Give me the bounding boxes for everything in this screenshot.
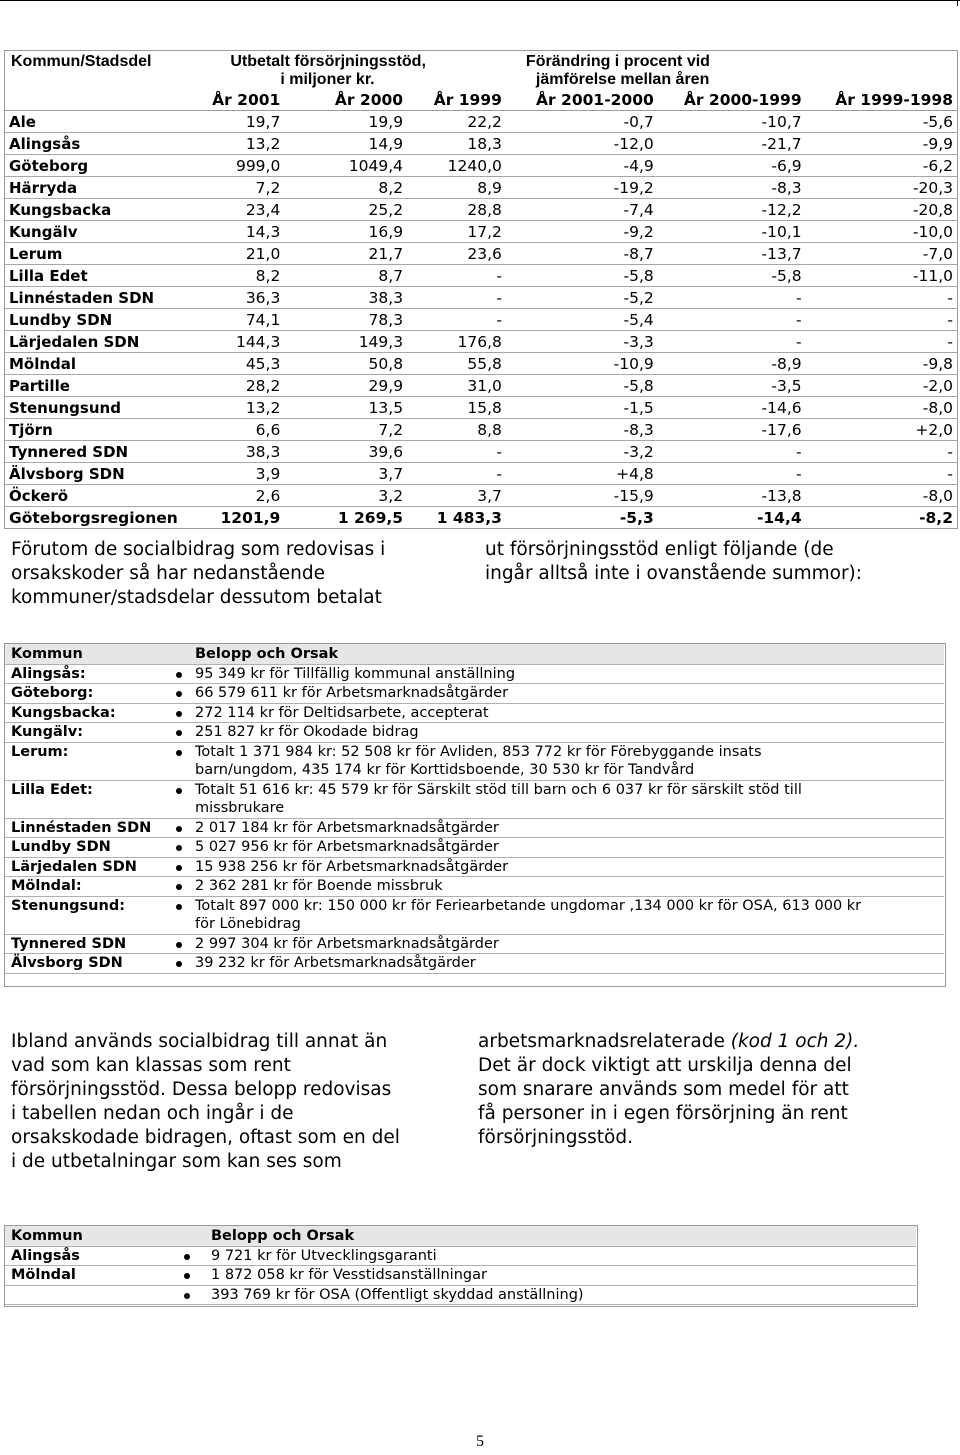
reason-table-2-header — [5, 1226, 916, 1246]
bullet-icon — [165, 818, 193, 838]
row-value: 2,6 — [208, 485, 284, 507]
row-value: -5,8 — [506, 265, 658, 287]
row-value: -5,6 — [806, 111, 958, 133]
reason-text-line: 15 938 256 kr för Arbetsmarknadsåtgärder — [195, 858, 509, 875]
row-value: 13,2 — [208, 397, 284, 419]
text-line: kommuner/stadsdelar dessutom betalat — [11, 587, 382, 608]
reason-row — [5, 723, 944, 743]
row-name: Älvsborg SDN — [5, 463, 209, 485]
reason-row — [5, 1285, 916, 1305]
bullet-icon — [165, 664, 193, 684]
reason-text-line: 95 349 kr för Tillfällig kommunal anställning — [195, 665, 516, 682]
row-name: Ale — [5, 111, 209, 133]
row-value: - — [658, 463, 806, 485]
table-row — [5, 199, 958, 221]
reason1-header-kommun: Kommun — [11, 646, 83, 662]
reason-table-1-header — [5, 644, 944, 664]
row-value: -8,0 — [806, 485, 958, 507]
row-value: -9,2 — [506, 221, 658, 243]
row-value: -21,7 — [658, 133, 806, 155]
reason-belopp: 9 721 kr för Utvecklingsgaranti — [211, 1247, 437, 1264]
row-value: -15,9 — [506, 485, 658, 507]
table-header-years — [5, 89, 958, 111]
row-value: 999,0 — [208, 155, 284, 177]
reason-text-line: 2 017 184 kr för Arbetsmarknadsåtgärder — [195, 819, 499, 836]
bullet-icon — [165, 934, 193, 954]
reason-belopp — [193, 780, 944, 818]
row-value: 8,9 — [407, 177, 506, 199]
text-line: vad som kan klassas som rent — [11, 1055, 291, 1076]
row-value: -19,2 — [506, 177, 658, 199]
row-value: -12,2 — [658, 199, 806, 221]
reason-text-line: Totalt 51 616 kr: 45 579 kr för Särskilt stöd till barn och 6 037 kr för särskilt stöd till — [195, 781, 802, 798]
text-line: orsakskoder så har nedanstående — [11, 563, 326, 584]
table-row — [5, 375, 958, 397]
text-line: försörjningsstöd. Dessa belopp redovisas — [11, 1079, 392, 1100]
reason-kommun: Stenungsund: — [11, 897, 126, 914]
row-name: Alingsås — [5, 133, 209, 155]
row-value: -7,4 — [506, 199, 658, 221]
total-value: 1 269,5 — [284, 507, 407, 529]
row-value: 38,3 — [208, 441, 284, 463]
bullet-icon — [165, 703, 193, 723]
total-value: 1201,9 — [208, 507, 284, 529]
text-line: ingår alltså inte i ovanstående summor): — [485, 563, 863, 584]
row-value: - — [806, 331, 958, 353]
bullet-icon — [165, 684, 193, 704]
row-value: 13,5 — [284, 397, 407, 419]
row-value: 7,2 — [208, 177, 284, 199]
row-value: -6,2 — [806, 155, 958, 177]
reason-kommun: Kungsbacka: — [11, 704, 116, 721]
header-utbetalt-line2: i miljoner kr. — [280, 71, 375, 88]
header-kommun: Kommun/Stadsdel — [11, 53, 152, 70]
reason-text-line: barn/ungdom, 435 174 kr för Korttidsboende, 30 530 kr för Tandvård — [195, 762, 695, 778]
reason-belopp — [193, 857, 944, 877]
reason-belopp: 393 769 kr för OSA (Offentligt skyddad anställning) — [211, 1286, 584, 1303]
row-name: Tjörn — [5, 419, 209, 441]
reason-row — [5, 838, 944, 858]
row-value: 55,8 — [407, 353, 506, 375]
text-italic-code: (kod 1 och 2). — [730, 1031, 860, 1052]
change-2000-1999: År 2000-1999 — [658, 89, 806, 111]
text-line: Förutom de socialbidrag som redovisas i — [11, 539, 386, 560]
reason-text-line: missbrukare — [195, 800, 285, 816]
row-value: +4,8 — [506, 463, 658, 485]
row-value: - — [658, 441, 806, 463]
row-value: 8,7 — [284, 265, 407, 287]
reason2-header-kommun: Kommun — [11, 1228, 83, 1244]
reason-row — [5, 1246, 916, 1266]
row-value: -0,7 — [506, 111, 658, 133]
text-line: Ibland används socialbidrag till annat än — [11, 1031, 388, 1052]
row-value: 21,7 — [284, 243, 407, 265]
reason-kommun: Lilla Edet: — [11, 781, 93, 798]
text-line: Det är dock viktigt att urskilja denna del — [478, 1055, 852, 1076]
row-name: Linnéstaden SDN — [5, 287, 209, 309]
reason-kommun: Tynnered SDN — [11, 935, 127, 952]
reason-text-line: för Lönebidrag — [195, 916, 301, 932]
reason-kommun: Linnéstaden SDN — [11, 819, 152, 836]
reason-row — [5, 664, 944, 684]
bullet-icon — [165, 780, 193, 818]
table-row — [5, 287, 958, 309]
row-value: - — [806, 287, 958, 309]
row-value: -13,8 — [658, 485, 806, 507]
row-value: -3,5 — [658, 375, 806, 397]
bullet-icon — [165, 1246, 209, 1266]
reason-text-line: 5 027 956 kr för Arbetsmarknadsåtgärder — [195, 839, 499, 855]
table-row — [5, 265, 958, 287]
row-value: 28,8 — [407, 199, 506, 221]
reason-row — [5, 934, 944, 954]
row-value: 31,0 — [407, 375, 506, 397]
row-value: 19,9 — [284, 111, 407, 133]
row-value: 29,9 — [284, 375, 407, 397]
total-value: -14,4 — [658, 507, 806, 529]
total-name: Göteborgsregionen — [5, 507, 209, 529]
table-row — [5, 397, 958, 419]
row-value: 18,3 — [407, 133, 506, 155]
row-value: 36,3 — [208, 287, 284, 309]
bullet-icon — [165, 1285, 209, 1305]
reason-belopp — [193, 664, 944, 684]
header-utbetalt-line1: Utbetalt försörjningsstöd, — [230, 53, 426, 70]
row-value: 149,3 — [284, 331, 407, 353]
page-number: 5 — [476, 1433, 484, 1450]
row-value: -10,9 — [506, 353, 658, 375]
text-line: få personer in i egen försörjning än rent — [478, 1103, 848, 1124]
reason-belopp — [193, 877, 944, 897]
row-name: Partille — [5, 375, 209, 397]
row-value: -5,8 — [506, 375, 658, 397]
bullet-icon — [165, 877, 193, 897]
reason-belopp — [193, 896, 944, 934]
row-value: 3,2 — [284, 485, 407, 507]
reason-kommun: Mölndal — [11, 1267, 76, 1283]
header-forandring — [506, 51, 958, 90]
row-value: -14,6 — [658, 397, 806, 419]
reason-belopp — [193, 723, 944, 743]
row-value: 8,2 — [208, 265, 284, 287]
intro-paragraph-left — [11, 538, 451, 610]
row-value: -17,6 — [658, 419, 806, 441]
row-value: - — [658, 309, 806, 331]
year-1999: År 1999 — [407, 89, 506, 111]
row-name: Göteborg — [5, 155, 209, 177]
row-value: -7,0 — [806, 243, 958, 265]
reason-text-line: Totalt 897 000 kr: 150 000 kr för Feriearbetande ungdomar ,134 000 kr för OSA, 613 000 kr — [195, 897, 862, 914]
row-name: Mölndal — [5, 353, 209, 375]
bullet-icon — [165, 1266, 209, 1286]
page-corner-tick — [957, 0, 958, 6]
reason-kommun: Lärjedalen SDN — [11, 858, 137, 875]
table-row — [5, 177, 958, 199]
change-1999-1998: År 1999-1998 — [806, 89, 958, 111]
table-row — [5, 331, 958, 353]
reason-kommun: Lerum: — [11, 743, 69, 760]
row-value: 21,0 — [208, 243, 284, 265]
row-value: -6,9 — [658, 155, 806, 177]
row-value: 38,3 — [284, 287, 407, 309]
row-value: -20,8 — [806, 199, 958, 221]
bullet-icon — [165, 723, 193, 743]
reason-row — [5, 877, 944, 897]
row-value: 25,2 — [284, 199, 407, 221]
row-name: Öckerö — [5, 485, 209, 507]
row-name: Lärjedalen SDN — [5, 331, 209, 353]
text-line: orsakskodade bidragen, oftast som en del — [11, 1127, 400, 1148]
row-value: 3,7 — [284, 463, 407, 485]
row-value: 3,7 — [407, 485, 506, 507]
year-2001: År 2001 — [208, 89, 284, 111]
total-value: -5,3 — [506, 507, 658, 529]
table-row — [5, 309, 958, 331]
text-line: i de utbetalningar som kan ses som — [11, 1151, 342, 1172]
row-name: Tynnered SDN — [5, 441, 209, 463]
table-row — [5, 485, 958, 507]
reason-row — [5, 780, 944, 818]
row-value: 176,8 — [407, 331, 506, 353]
second-paragraph-left — [11, 1030, 461, 1174]
row-value: -3,2 — [506, 441, 658, 463]
bullet-icon — [165, 838, 193, 858]
reason-kommun: Alingsås — [11, 1247, 80, 1264]
row-value: 1240,0 — [407, 155, 506, 177]
reason-table-2 — [5, 1226, 916, 1305]
row-value: 13,2 — [208, 133, 284, 155]
row-value: 1049,4 — [284, 155, 407, 177]
row-value: - — [806, 463, 958, 485]
table-row — [5, 221, 958, 243]
text-line: som snarare används som medel för att — [478, 1079, 849, 1100]
table-row — [5, 155, 958, 177]
reason-belopp — [193, 838, 944, 858]
row-value: 45,3 — [208, 353, 284, 375]
text-line: försörjningsstöd. — [478, 1127, 633, 1148]
table-row — [5, 353, 958, 375]
row-value: 17,2 — [407, 221, 506, 243]
reason-text-line: Totalt 1 371 984 kr: 52 508 kr för Avliden, 853 772 kr för Förebyggande insats — [195, 743, 762, 760]
row-value: 19,7 — [208, 111, 284, 133]
row-value: 8,2 — [284, 177, 407, 199]
row-value: -2,0 — [806, 375, 958, 397]
row-value: - — [407, 309, 506, 331]
row-value: -9,9 — [806, 133, 958, 155]
row-value: -8,3 — [506, 419, 658, 441]
row-value: -8,0 — [806, 397, 958, 419]
reason-text-line: 272 114 kr för Deltidsarbete, accepterat — [195, 704, 489, 721]
reason-text-line: 66 579 611 kr för Arbetsmarknadsåtgärder — [195, 685, 509, 701]
bullet-icon — [165, 857, 193, 877]
row-value: -10,7 — [658, 111, 806, 133]
row-value: -5,8 — [658, 265, 806, 287]
row-value: -1,5 — [506, 397, 658, 419]
bullet-icon — [165, 896, 193, 934]
row-value: -4,9 — [506, 155, 658, 177]
row-value: 23,4 — [208, 199, 284, 221]
row-value: - — [806, 309, 958, 331]
row-value: 22,2 — [407, 111, 506, 133]
row-value: 144,3 — [208, 331, 284, 353]
row-value: -3,3 — [506, 331, 658, 353]
table-row — [5, 111, 958, 133]
reason-belopp — [193, 934, 944, 954]
row-value: +2,0 — [806, 419, 958, 441]
row-value: -5,2 — [506, 287, 658, 309]
row-value: - — [407, 463, 506, 485]
reason-belopp — [193, 742, 944, 780]
row-name: Lilla Edet — [5, 265, 209, 287]
reason-text-line: 251 827 kr för Okodade bidrag — [195, 724, 419, 740]
reason-belopp: 1 872 058 kr för Vesstidsanställningar — [211, 1267, 487, 1283]
table-row — [5, 463, 958, 485]
reason-row — [5, 818, 944, 838]
row-value: 14,9 — [284, 133, 407, 155]
reason-row — [5, 896, 944, 934]
row-value: 50,8 — [284, 353, 407, 375]
row-value: 7,2 — [284, 419, 407, 441]
header-utbetalt — [208, 51, 506, 90]
table-row — [5, 133, 958, 155]
row-value: -11,0 — [806, 265, 958, 287]
row-value: -8,9 — [658, 353, 806, 375]
row-value: -5,4 — [506, 309, 658, 331]
social-assistance-table — [4, 50, 958, 529]
row-value: 39,6 — [284, 441, 407, 463]
second-paragraph-right — [478, 1030, 948, 1150]
header-forandring-line2: jämförelse mellan åren — [535, 71, 710, 88]
row-value: -20,3 — [806, 177, 958, 199]
row-name: Lundby SDN — [5, 309, 209, 331]
row-name: Lerum — [5, 243, 209, 265]
reason-kommun: Älvsborg SDN — [11, 955, 123, 971]
row-value: 6,6 — [208, 419, 284, 441]
bullet-icon — [165, 954, 193, 974]
page-top-rule — [0, 0, 960, 7]
reason-belopp — [193, 684, 944, 704]
reason-kommun: Göteborg: — [11, 685, 94, 701]
reason-table-1 — [5, 644, 944, 974]
table-header-row-1 — [5, 51, 958, 90]
reason-text-line: 2 362 281 kr för Boende missbruk — [195, 878, 443, 894]
reason-kommun: Lundby SDN — [11, 839, 111, 855]
row-name: Kungälv — [5, 221, 209, 243]
row-value: 14,3 — [208, 221, 284, 243]
row-value: 28,2 — [208, 375, 284, 397]
reason-belopp — [193, 818, 944, 838]
row-value: - — [407, 287, 506, 309]
row-value: 78,3 — [284, 309, 407, 331]
row-value: - — [407, 265, 506, 287]
row-name: Stenungsund — [5, 397, 209, 419]
reason-kommun: Kungälv: — [11, 724, 84, 740]
table-row — [5, 419, 958, 441]
reason-belopp — [193, 703, 944, 723]
text-plain: arbetsmarknadsrelaterade — [478, 1031, 731, 1052]
row-value: - — [658, 331, 806, 353]
change-2001-2000: År 2001-2000 — [506, 89, 658, 111]
row-value: -10,0 — [806, 221, 958, 243]
reason-belopp — [193, 954, 944, 974]
row-value: - — [806, 441, 958, 463]
table-total-row — [5, 507, 958, 529]
row-value: -9,8 — [806, 353, 958, 375]
reason1-header-belopp: Belopp och Orsak — [195, 646, 339, 662]
reason-row — [5, 857, 944, 877]
row-value: 8,8 — [407, 419, 506, 441]
reason-text-line: 39 232 kr för Arbetsmarknadsåtgärder — [195, 955, 476, 971]
row-name: Härryda — [5, 177, 209, 199]
reason-kommun: Mölndal: — [11, 878, 82, 894]
total-value: 1 483,3 — [407, 507, 506, 529]
table-row — [5, 243, 958, 265]
row-value: - — [658, 287, 806, 309]
intro-paragraph-right — [485, 538, 945, 586]
row-value: 15,8 — [407, 397, 506, 419]
total-value: -8,2 — [806, 507, 958, 529]
text-line — [478, 1030, 948, 1054]
row-value: 16,9 — [284, 221, 407, 243]
row-value: -10,1 — [658, 221, 806, 243]
row-value: 74,1 — [208, 309, 284, 331]
reason-kommun — [5, 1285, 165, 1305]
row-value: -13,7 — [658, 243, 806, 265]
year-2000: År 2000 — [284, 89, 407, 111]
reason-row — [5, 742, 944, 780]
reason-text-line: 2 997 304 kr för Arbetsmarknadsåtgärder — [195, 935, 499, 952]
row-value: 23,6 — [407, 243, 506, 265]
row-value: - — [407, 441, 506, 463]
bullet-icon — [165, 742, 193, 780]
row-value: 3,9 — [208, 463, 284, 485]
reason2-header-belopp: Belopp och Orsak — [211, 1228, 355, 1244]
text-line: i tabellen nedan och ingår i de — [11, 1103, 294, 1124]
text-line: ut försörjningsstöd enligt följande (de — [485, 539, 834, 560]
row-value: -8,3 — [658, 177, 806, 199]
header-forandring-line1: Förändring i procent vid — [525, 53, 710, 70]
reason-row — [5, 703, 944, 723]
row-name: Kungsbacka — [5, 199, 209, 221]
reason-row — [5, 684, 944, 704]
table-row — [5, 441, 958, 463]
reason-row — [5, 1266, 916, 1286]
reason-row — [5, 954, 944, 974]
row-value: -12,0 — [506, 133, 658, 155]
row-value: -8,7 — [506, 243, 658, 265]
reason-kommun: Alingsås: — [11, 665, 86, 682]
